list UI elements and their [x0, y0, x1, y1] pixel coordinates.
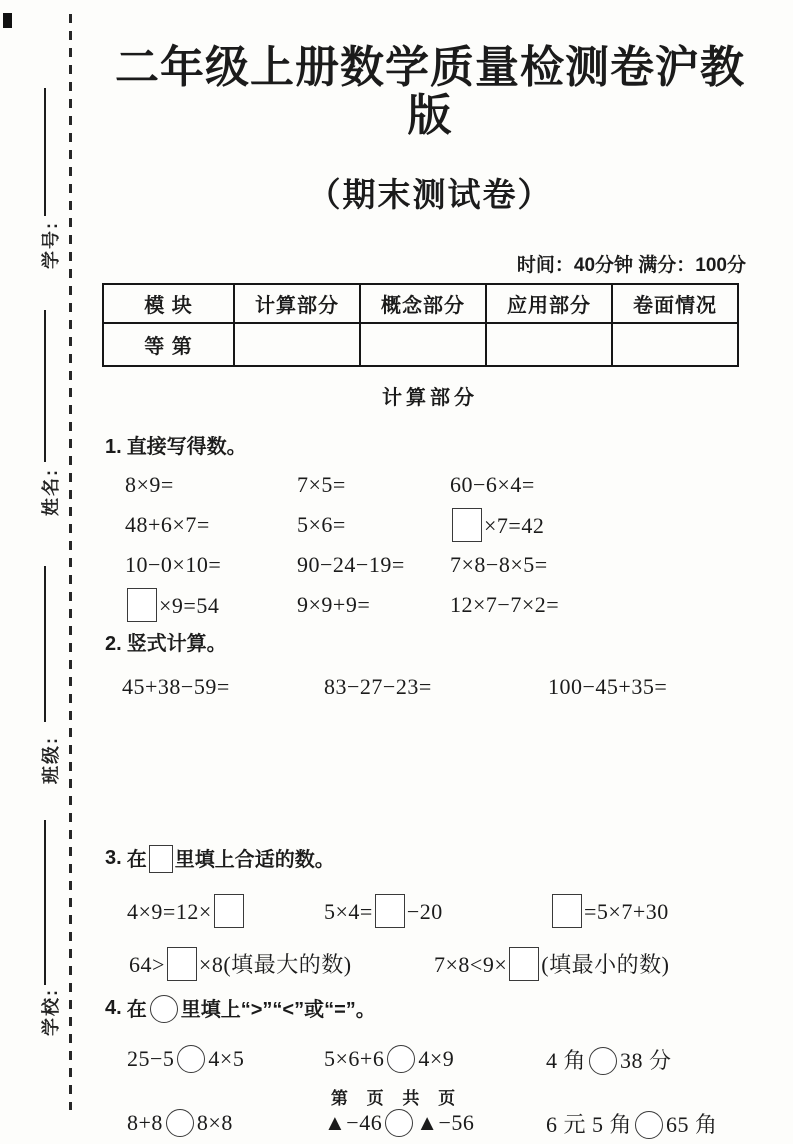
class-write-line [44, 566, 46, 722]
question-4 [100, 988, 760, 1144]
math-expression: =5×7+30 [550, 894, 760, 928]
sidebar-label-name: 姓名: [41, 468, 61, 516]
question-number: 2. [105, 633, 122, 656]
answer-box[interactable] [375, 894, 405, 928]
score-table-header-calc: 计算部分 [234, 284, 360, 323]
math-expression: 7×5= [297, 472, 346, 498]
math-expression: 4×9=12× [127, 894, 324, 928]
math-expression: 48+6×7= [125, 512, 210, 538]
sidebar-label-school: 学校: [41, 988, 61, 1036]
answer-box[interactable] [167, 947, 197, 981]
question-prompt: 直接写得数。 [126, 436, 247, 459]
comparison-circle[interactable] [387, 1045, 415, 1073]
page-title: 二年级上册数学质量检测卷沪教版 [115, 43, 745, 140]
question-2 [100, 627, 760, 838]
math-expression: 8×9= [125, 472, 174, 498]
problem-row [100, 890, 760, 932]
math-expression: 7×8−8×5= [450, 552, 548, 578]
comparison-circle[interactable] [385, 1109, 413, 1137]
fold-dashed-line [69, 14, 72, 1110]
math-expression: 5×6= [297, 512, 346, 538]
question-number: 3. [105, 846, 122, 869]
score-table-row-label: 等 第 [103, 323, 234, 366]
problem-row [100, 1038, 760, 1080]
answer-box[interactable] [552, 894, 582, 928]
math-expression: 5×4= −20 [324, 894, 550, 928]
section-title: 计算部分 [382, 387, 478, 410]
answer-box[interactable] [452, 508, 482, 542]
math-expression: 64> ×8(填最大的数) [129, 947, 434, 981]
problem-row [100, 505, 760, 545]
comparison-circle[interactable] [589, 1047, 617, 1075]
math-expression: 45+38−59= [122, 674, 230, 700]
comparison-circle[interactable] [635, 1111, 663, 1139]
paper-content [100, 0, 760, 1144]
score-table-header-applied: 应用部分 [486, 284, 612, 323]
math-expression: 25−5 4×5 [127, 1046, 245, 1072]
math-expression: 12×7−7×2= [450, 592, 560, 618]
answer-box[interactable] [127, 588, 157, 622]
score-table [102, 283, 739, 367]
math-expression: 60−6×4= [450, 472, 535, 498]
page-footer: 第 页 共 页 [330, 1089, 463, 1108]
question-prompt: 竖式计算。 [126, 633, 227, 656]
problem-row [100, 585, 760, 625]
math-expression: 5×6+6 4×9 [324, 1046, 455, 1072]
print-registration-mark [3, 13, 12, 28]
grade-cell[interactable] [486, 323, 612, 366]
answer-box[interactable] [214, 894, 244, 928]
math-expression: ×9=54 [125, 588, 297, 622]
math-expression: 6 元 5 角 65 角 [546, 1111, 718, 1137]
question-number: 1. [105, 436, 122, 459]
math-expression: 4 角 38 分 [546, 1047, 672, 1073]
problem-row [100, 545, 760, 585]
question-1 [100, 430, 760, 625]
grade-cell[interactable] [234, 323, 360, 366]
sidebar-label-class: 班级: [41, 736, 61, 784]
problem-row [100, 944, 760, 984]
problem-row [100, 465, 760, 505]
time-score-info: 时间：40分钟 满分：100分 [516, 255, 746, 277]
question-prompt: 在 里填上“>”“<”或“=”。 [127, 993, 376, 1023]
score-table-header-concept: 概念部分 [360, 284, 486, 323]
question-3 [100, 838, 760, 984]
question-prompt: 在 里填上合适的数。 [127, 843, 335, 873]
comparison-circle[interactable] [177, 1045, 205, 1073]
grade-cell[interactable] [360, 323, 486, 366]
answer-box[interactable] [149, 845, 173, 873]
math-expression: 100−45+35= [548, 674, 668, 700]
student-id-write-line [44, 88, 46, 216]
comparison-circle[interactable] [150, 995, 178, 1023]
problem-row [100, 666, 760, 708]
name-write-line [44, 310, 46, 462]
score-table-header-module: 模 块 [103, 284, 234, 323]
page-subtitle: （期末测试卷） [307, 176, 553, 214]
math-expression: 9×9+9= [297, 592, 371, 618]
math-expression: 10−0×10= [125, 552, 222, 578]
math-expression: 83−27−23= [324, 674, 432, 700]
school-write-line [44, 820, 46, 985]
math-expression: 90−24−19= [297, 552, 405, 578]
question-number: 4. [105, 996, 122, 1019]
comparison-circle[interactable] [166, 1109, 194, 1137]
math-expression: ×7=42 [450, 508, 760, 542]
math-expression: ▲−46 ▲−56 [324, 1110, 475, 1136]
sidebar-label-student-id: 学号: [41, 221, 61, 269]
vertical-calculation-workspace[interactable] [100, 708, 760, 838]
grade-cell[interactable] [612, 323, 738, 366]
math-expression: 7×8<9× (填最小的数) [434, 947, 760, 981]
answer-box[interactable] [509, 947, 539, 981]
math-expression: 8+8 8×8 [127, 1110, 233, 1136]
score-table-header-neatness: 卷面情况 [612, 284, 738, 323]
